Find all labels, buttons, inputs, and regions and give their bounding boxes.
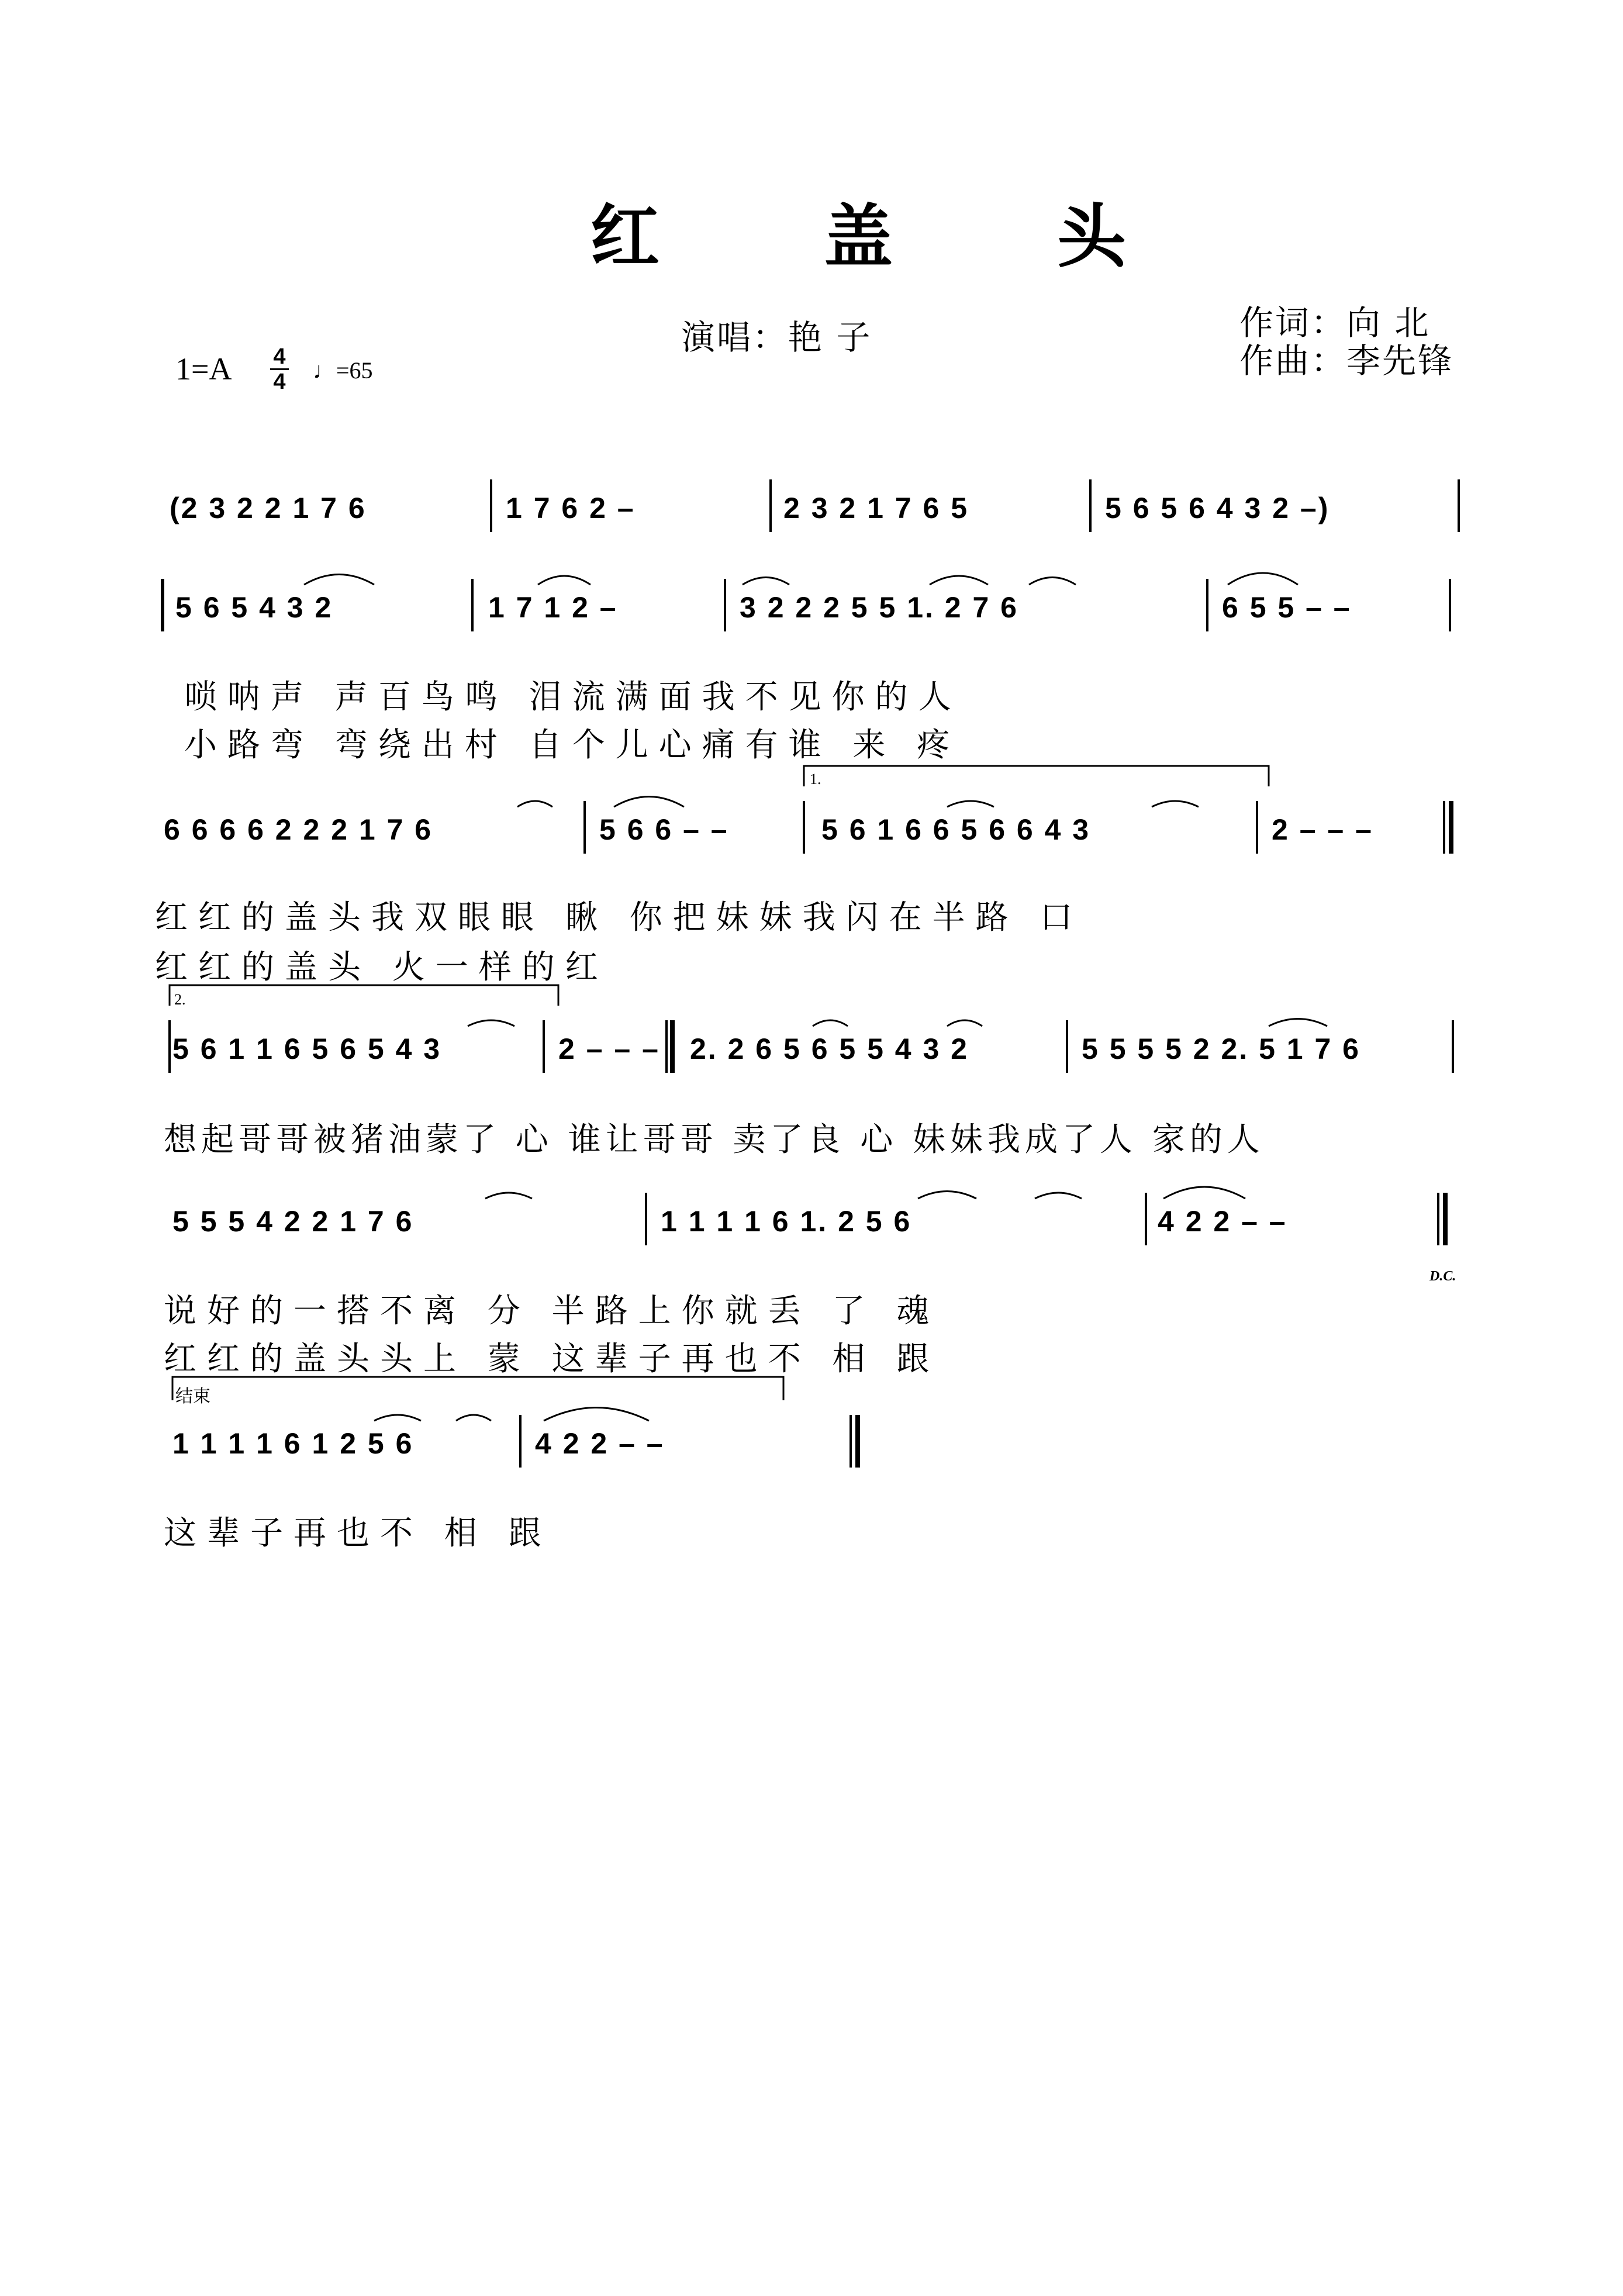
staff-line-3-measure-1: 6 6 6 6 2 2 2 1 7 6 [164, 813, 433, 846]
staff-line-4-measure-4: 5 5 5 5 2 2. 5 1 7 6 [1082, 1033, 1360, 1065]
lyric-line-3-verse-2: 红红的盖头 火一样的红 [155, 948, 609, 986]
lyric-line-6-verse-1: 这辈子再也不 相 跟 [164, 1514, 552, 1552]
key-signature: 1=A [175, 351, 232, 386]
tempo-marking: ♩=65 [313, 357, 373, 384]
time-signature-bottom: 4 [273, 370, 286, 394]
staff-line-3-measure-2: 5 6 6 – – [599, 813, 729, 846]
staff-line-1-measure-2: 1 7 6 2 – [506, 492, 636, 524]
staff-line-4-measure-1: 5 6 1 1 6 5 6 5 4 3 [172, 1033, 442, 1065]
song-title: 红 盖 头 [591, 196, 1197, 277]
lyric-line-3-verse-1: 红红的盖头我双眼眼 瞅 你把妹妹我闪在半路 口 [155, 899, 1083, 937]
da-capo-marking: D.C. [1429, 1269, 1456, 1284]
lyric-line-5-verse-1: 说好的一搭不离 分 半路上你就丢 了 魂 [164, 1292, 940, 1330]
time-signature-top: 4 [273, 344, 286, 369]
staff-line-6-measure-1: 1 1 1 1 6 1 2 5 6 [172, 1427, 414, 1460]
staff-line-5-measure-1: 5 5 5 4 2 2 1 7 6 [172, 1205, 414, 1238]
lyric-line-2-verse-2: 小路弯 弯绕出村 自个儿心痛有谁 来 疼 [184, 726, 961, 764]
volta-2-label: 2. [174, 991, 186, 1008]
lyric-line-5-verse-2: 红红的盖头头上 蒙 这辈子再也不 相 跟 [164, 1340, 940, 1378]
staff-line-1-measure-4: 5 6 5 6 4 3 2 –) [1105, 492, 1330, 524]
staff-line-6-measure-2: 4 2 2 – – [535, 1427, 665, 1460]
ending-label: 结束 [175, 1386, 210, 1407]
staff-line-2-measure-2: 1 7 1 2 – [488, 591, 618, 624]
staff-line-2-measure-1: 5 6 5 4 3 2 [175, 591, 333, 624]
staff-line-4-measure-3: 2. 2 6 5 6 5 5 4 3 2 [690, 1033, 969, 1065]
lyric-line-4-verse-1: 想起哥哥被猪油蒙了 心 谁让哥哥 卖了良 心 妹妹我成了人 家的人 [164, 1121, 1265, 1159]
staff-line-3-measure-3: 5 6 1 6 6 5 6 6 4 3 [821, 813, 1091, 846]
staff-line-1-measure-1: (2 3 2 2 1 7 6 [170, 492, 367, 524]
staff-line-5-measure-2: 1 1 1 1 6 1. 2 5 6 [661, 1205, 912, 1238]
staff-line-3-measure-4: 2 – – – [1272, 813, 1373, 846]
staff-line-2-measure-4: 6 5 5 – – [1222, 591, 1352, 624]
composer-credit: 作曲：李先锋 [1239, 341, 1454, 381]
lyric-line-2-verse-1: 唢呐声 声百鸟鸣 泪流满面我不见你的人 [184, 678, 962, 716]
lyricist-credit: 作词：向 北 [1239, 303, 1431, 343]
volta-1-label: 1. [810, 771, 821, 788]
staff-line-5-measure-3: 4 2 2 – – [1158, 1205, 1287, 1238]
staff-line-4-measure-2: 2 – – – [558, 1033, 660, 1065]
staff-line-2-measure-3: 3 2 2 2 5 5 1. 2 7 6 [740, 591, 1018, 624]
staff-line-1-measure-3: 2 3 2 1 7 6 5 [783, 492, 969, 524]
singer-credit: 演唱：艳 子 [681, 317, 872, 357]
